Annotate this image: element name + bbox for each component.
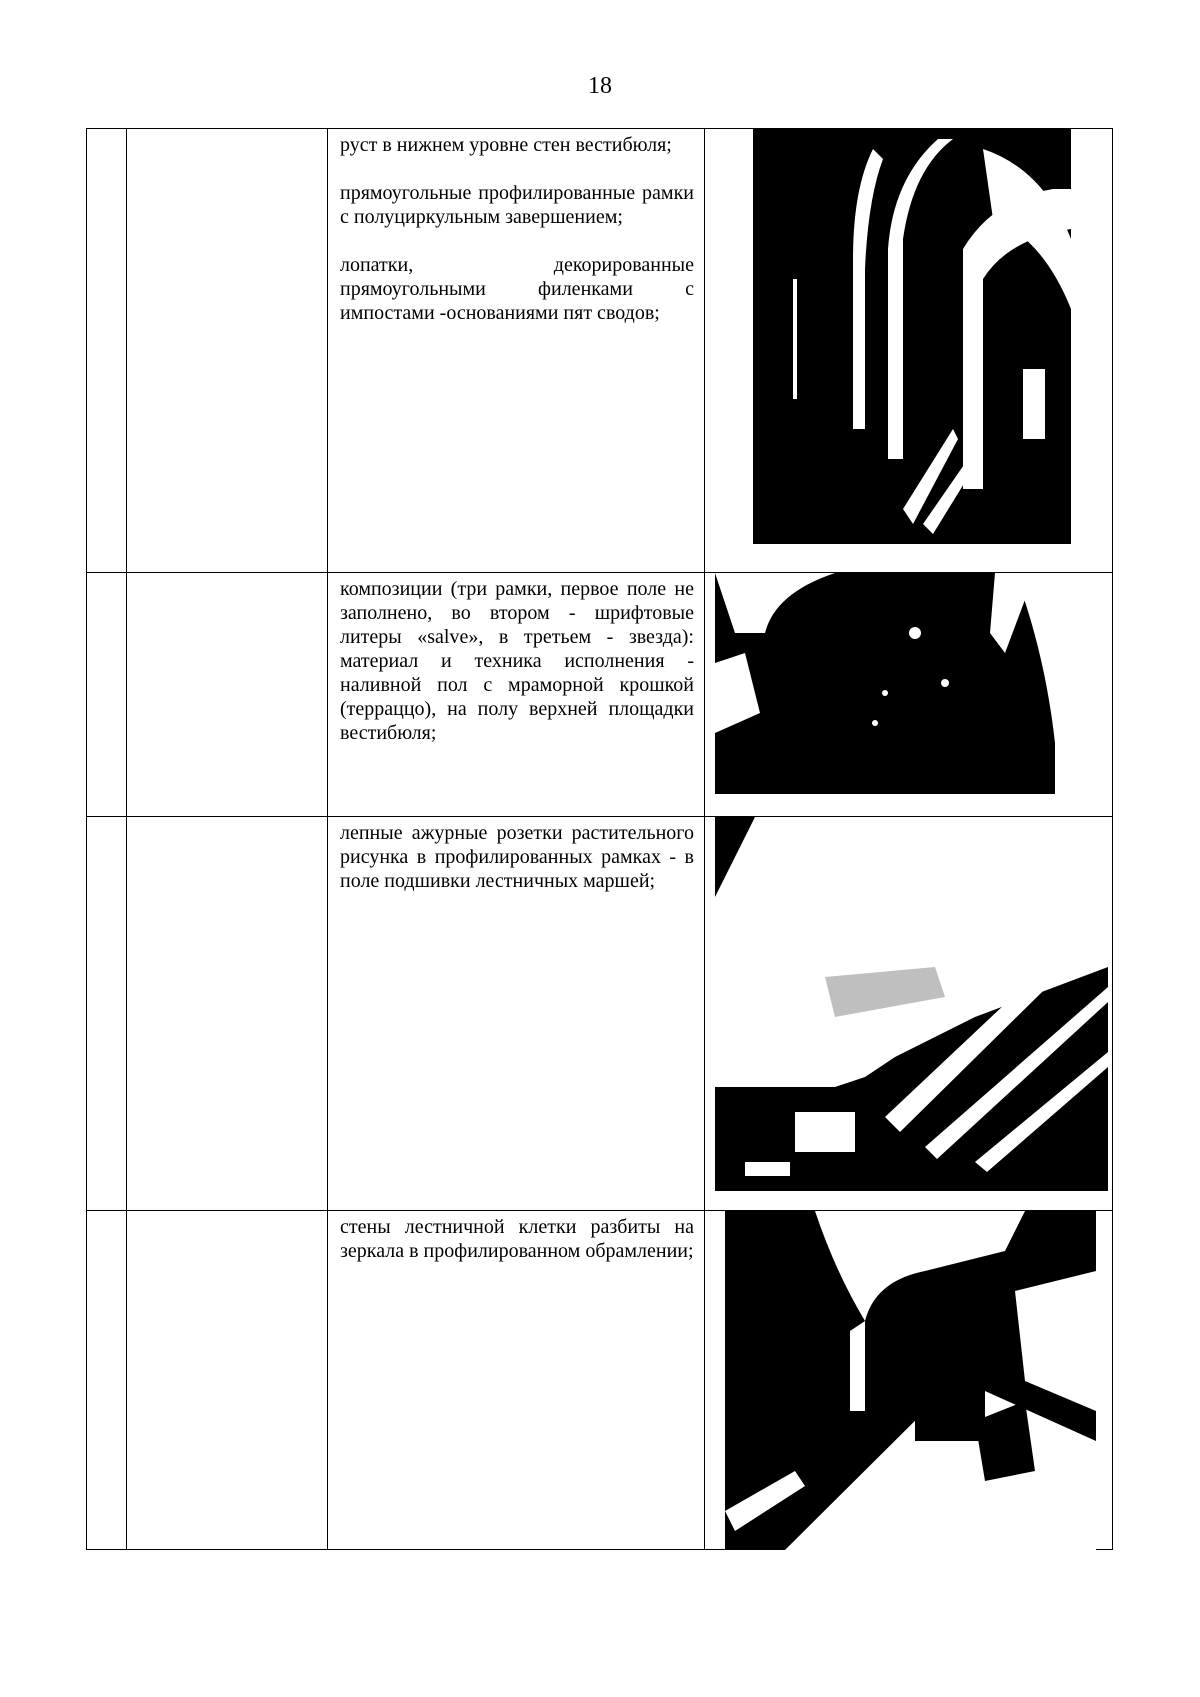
table-row	[87, 817, 1113, 1211]
name-cell	[127, 1211, 328, 1550]
index-cell	[87, 129, 127, 573]
index-cell	[87, 1211, 127, 1550]
description-cell	[328, 817, 705, 1211]
description-paragraph: композиции (три рамки, первое поле не заполнено, во втором - шрифтовые литеры «salve», в третьем - звезда): материал и техника исполнения - наливной пол с мраморной крошкой (терраццо), на полу верхней площадки вестибюля;	[340, 578, 694, 744]
table-row	[87, 129, 1113, 573]
name-cell	[127, 129, 328, 573]
description-paragraph: прямоугольные профилированные рамки с полуциркульным завершением;	[340, 182, 694, 228]
table-row	[87, 573, 1113, 817]
photo-cell	[705, 129, 1113, 573]
terrazzo-floor-photo	[715, 573, 1108, 794]
name-cell	[127, 817, 328, 1211]
description-cell	[328, 1211, 705, 1550]
description-paragraph: лепные ажурные розетки растительного рисунка в профилированных рамках - в поле подшивки лестничных маршей;	[340, 822, 694, 892]
description-paragraph: стены лестничной клетки разбиты на зеркала в профилированном обрамлении;	[340, 1216, 694, 1262]
description-paragraph: лопатки, декорированные прямоугольными филенками с импостами -основаниями пят сводов;	[340, 254, 694, 324]
photo-cell	[705, 1211, 1113, 1550]
description-cell	[328, 573, 705, 817]
name-cell	[127, 573, 328, 817]
description-cell	[328, 129, 705, 573]
index-cell	[87, 573, 127, 817]
staircase-walls-photo	[725, 1211, 1096, 1550]
monument-elements-table	[86, 128, 1113, 1550]
photo-cell	[705, 573, 1113, 817]
page-number: 18	[588, 73, 612, 99]
index-cell	[87, 817, 127, 1211]
vestibule-arches-photo	[753, 129, 1071, 544]
photo-cell	[705, 817, 1113, 1211]
table-row	[87, 1211, 1113, 1550]
description-paragraph: руст в нижнем уровне стен вестибюля;	[340, 134, 672, 156]
stair-soffit-rosettes-photo	[715, 817, 1108, 1191]
